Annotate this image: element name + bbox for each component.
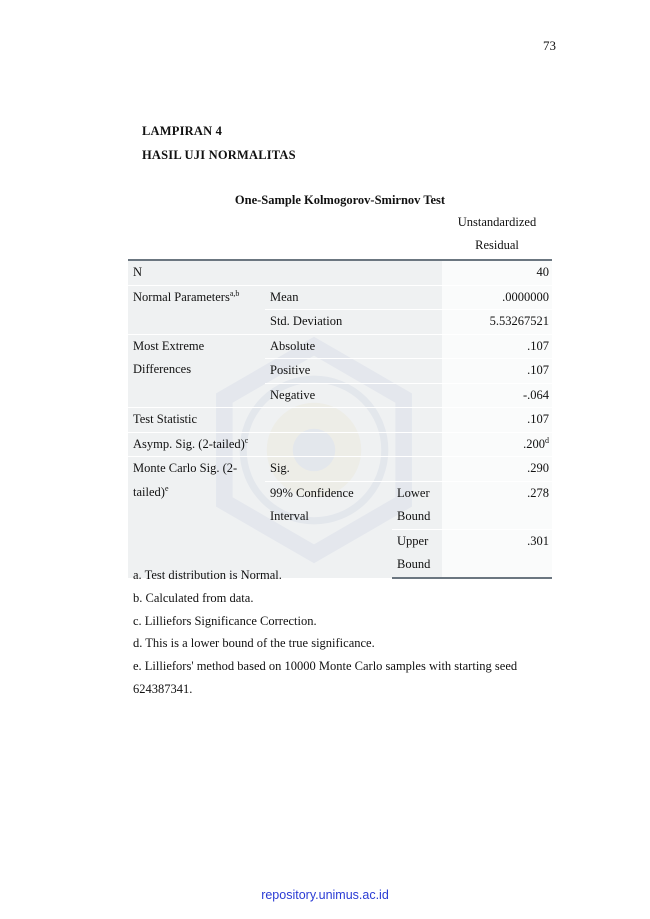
repository-url: repository.unimus.ac.id xyxy=(261,888,389,902)
footnote-marker: e xyxy=(164,483,169,493)
row-label-positive: Positive xyxy=(265,359,442,384)
note-e: e. Lilliefors' method based on 10000 Monte Carlo samples with starting seed xyxy=(133,659,518,674)
table-row xyxy=(128,285,552,310)
footnote-marker: c xyxy=(244,435,249,445)
value-negative: -.064 xyxy=(442,383,552,408)
note-a: a. Test distribution is Normal. xyxy=(133,568,282,582)
row-label-mean: Mean xyxy=(265,285,442,310)
value-absolute: .107 xyxy=(442,334,552,359)
value-positive: .107 xyxy=(442,359,552,384)
value-asymp-sig: .200$^d$ xyxy=(442,432,552,457)
table-row xyxy=(128,334,552,359)
row-label-test-statistic: Test Statistic xyxy=(128,408,442,433)
value-lower-bound: .278 xyxy=(442,481,552,529)
value-monte-carlo-sig: .290 xyxy=(442,457,552,482)
table-row xyxy=(128,432,552,457)
note-e-continued: 624387341. xyxy=(133,681,193,696)
row-label-most-extreme: Most Extreme Differences xyxy=(128,334,265,408)
table-notes xyxy=(133,564,553,701)
value-mean: .0000000 xyxy=(442,285,552,310)
value-n: 40 xyxy=(442,260,552,285)
note-c: c. Lilliefors Significance Correction. xyxy=(133,613,317,628)
row-label-absolute: Absolute xyxy=(265,334,442,359)
row-label-negative: Negative xyxy=(265,383,442,408)
row-label-normal-parameters: Normal Parameters$^{a,b}$ xyxy=(128,285,265,334)
row-label-monte-carlo: Monte Carlo Sig. (2- tailed)$^e$ xyxy=(128,457,265,578)
row-label-asymp-sig: Asymp. Sig. (2-tailed)$^c$ xyxy=(128,432,442,457)
row-label-sig: Sig. xyxy=(265,457,442,482)
footnote-marker: a,b xyxy=(229,288,240,298)
value-std-deviation: 5.53267521 xyxy=(442,310,552,335)
column-header-line2: Residual xyxy=(475,237,519,252)
value-upper-bound: .301 xyxy=(442,529,552,578)
appendix-heading: LAMPIRAN 4 xyxy=(142,124,223,138)
table-title: One-Sample Kolmogorov-Smirnov Test xyxy=(234,193,446,207)
row-label-lower-bound: Lower Bound xyxy=(392,481,442,529)
footnote-marker: d xyxy=(545,435,549,445)
column-header xyxy=(442,211,552,256)
page-number: 73 xyxy=(543,38,556,53)
row-label-upper-bound: Upper Bound xyxy=(392,529,442,578)
row-label-confidence-interval: 99% Confidence Interval xyxy=(265,481,392,578)
column-header-line1: Unstandardized xyxy=(457,215,537,229)
table-row xyxy=(128,408,552,433)
row-label-std-deviation: Std. Deviation xyxy=(265,310,442,335)
section-title: HASIL UJI NORMALITAS xyxy=(142,148,296,162)
table-row xyxy=(128,457,552,482)
row-label-n: N xyxy=(128,260,442,285)
value-test-statistic: .107 xyxy=(442,408,552,433)
note-b: b. Calculated from data. xyxy=(133,590,254,605)
table-row xyxy=(128,260,552,285)
note-d: d. This is a lower bound of the true significance. xyxy=(133,636,375,651)
ks-test-table xyxy=(128,259,552,579)
